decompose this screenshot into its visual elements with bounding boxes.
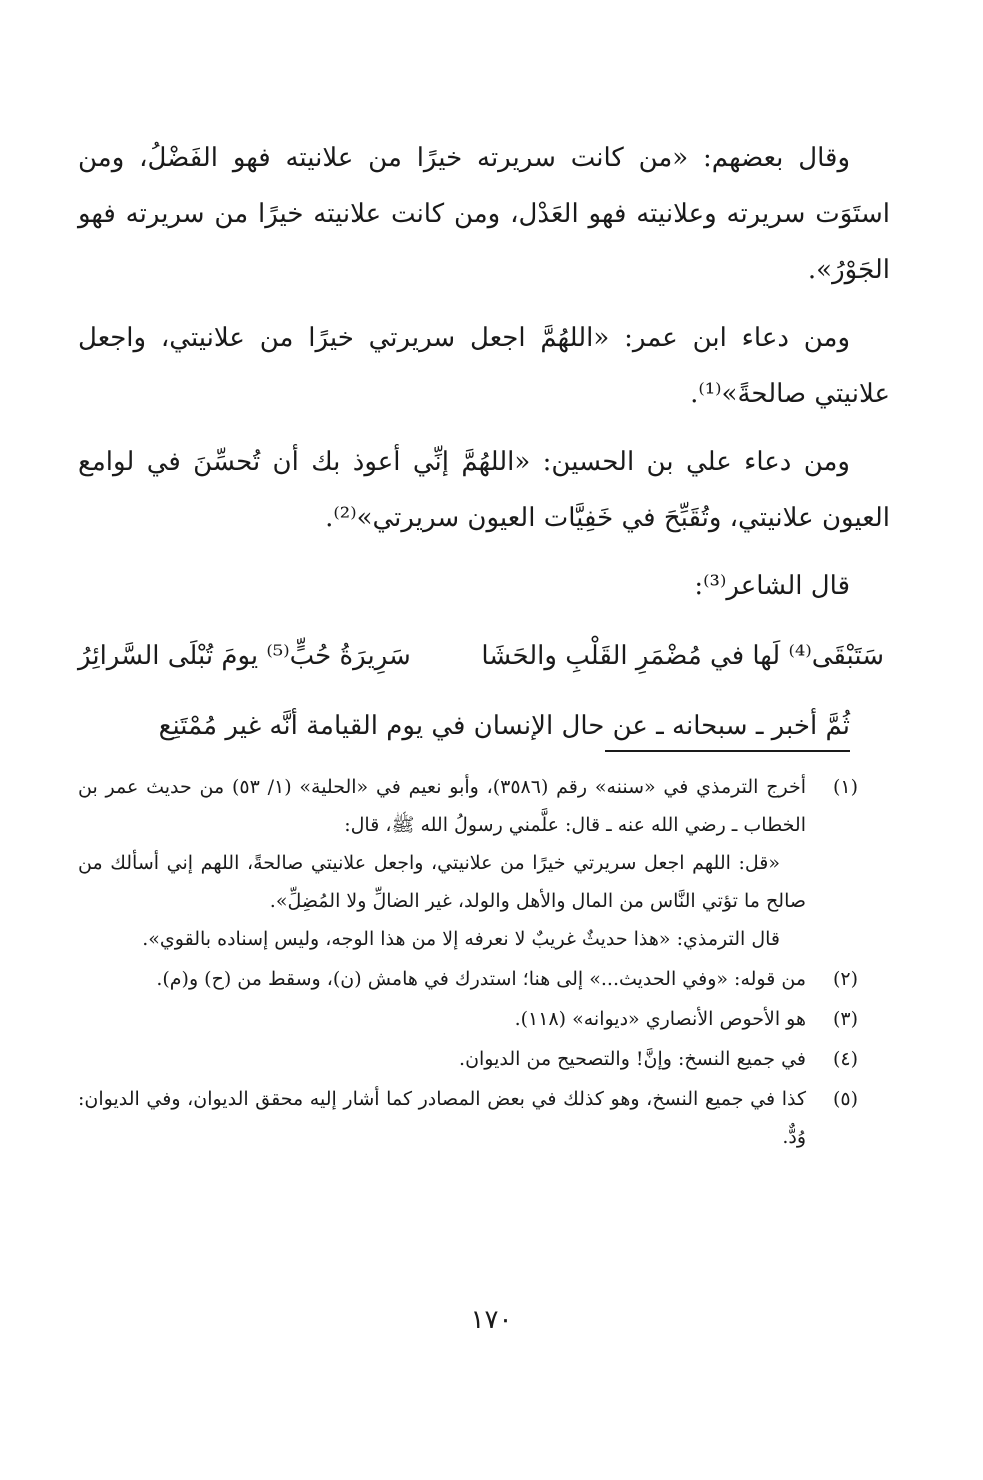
footnote-number: (١) [832, 776, 858, 798]
footnote-body [78, 768, 806, 958]
footnote-1 [78, 768, 858, 958]
footnote-2 [78, 960, 858, 998]
continuation-line: ثُمَّ أخبر ـ سبحانه ـ عن حال الإنسان في يوم القيامة أنَّه غير مُمْتَنِع [158, 711, 850, 741]
footnote-4 [78, 1040, 858, 1078]
footnote-number: (٢) [832, 968, 858, 990]
footnote-text: هو الأحوص الأنصاري «ديوانه» (١١٨). [514, 1008, 806, 1030]
footnote-5 [78, 1080, 858, 1156]
footnote-body [78, 1040, 806, 1078]
footnote-body [78, 1000, 806, 1038]
footnote-separator [605, 750, 850, 752]
footnote-text: «قل: اللهم اجعل سريرتي خيرًا من علانيتي، واجعل علانيتي صالحةً، اللهم إني أسألك من صالح ما تؤتي النَّاس من المال والأهل والولد، غير الضالِّ ولا المُضِلِّ». [78, 852, 806, 912]
paragraph-3: ومن دعاء علي بن الحسين: «اللهُمَّ إنِّي أعوذ بك أن تُحسِّنَ في لوامع العيون علانيتي، وتُقَبِّحَ في خَفِيَّات العيون سريرتي»⁽²⁾. [78, 447, 890, 533]
footnote-3 [78, 1000, 858, 1038]
main-text [78, 130, 890, 754]
footnote-text: كذا في جميع النسخ، وهو كذلك في بعض المصادر كما أشار إليه محقق الديوان، وفي الديوان: وُدٌّ. [78, 1088, 806, 1148]
footnotes [78, 768, 858, 1158]
verse-second-hemistich: سَرِيرَةُ حُبٍّ⁽⁵⁾ يومَ تُبْلَى السَّرائِرُ [78, 641, 411, 671]
poet-intro: قال الشاعر⁽³⁾: [694, 571, 850, 601]
paragraph-1: وقال بعضهم: «من كانت سريرته خيرًا من علانيته فهو الفَضْلُ، ومن استَوَت سريرته وعلانيته فهو العَدْل، ومن كانت علانيته خيرًا من سريرته فهو الجَوْرُ». [78, 143, 890, 285]
footnote-text: أخرج الترمذي في «سننه» رقم (٣٥٨٦)، وأبو نعيم في «الحلية» (١/ ٥٣) من حديث عمر بن الخطاب ـ رضي الله عنه ـ قال: علَّمني رسولُ الله ﷺ، قال: [78, 776, 806, 836]
footnote-number: (٣) [832, 1008, 858, 1030]
poetry-verse [78, 628, 890, 684]
paragraph-2: ومن دعاء ابن عمر: «اللهُمَّ اجعل سريرتي خيرًا من علانيتي، واجعل علانيتي صالحةً»⁽¹⁾. [78, 323, 890, 409]
footnote-body [78, 960, 806, 998]
footnote-number: (٥) [832, 1088, 858, 1110]
footnote-number: (٤) [832, 1048, 858, 1070]
page-number: ١٧٠ [470, 1305, 513, 1335]
footnote-body [78, 1080, 806, 1156]
footnote-text: من قوله: «وفي الحديث...» إلى هنا؛ استدرك في هامش (ن)، وسقط من (ح) و(م). [156, 968, 806, 990]
verse-first-hemistich: سَتَبْقَى⁽⁴⁾ لَها في مُضْمَرِ القَلْبِ والحَشَا [481, 641, 884, 671]
footnote-text: قال الترمذي: «هذا حديثٌ غريبٌ لا نعرفه إلا من هذا الوجه، وليس إسناده بالقوي». [142, 928, 780, 950]
footnote-text: في جميع النسخ: وإنَّ! والتصحيح من الديوان. [459, 1048, 806, 1070]
